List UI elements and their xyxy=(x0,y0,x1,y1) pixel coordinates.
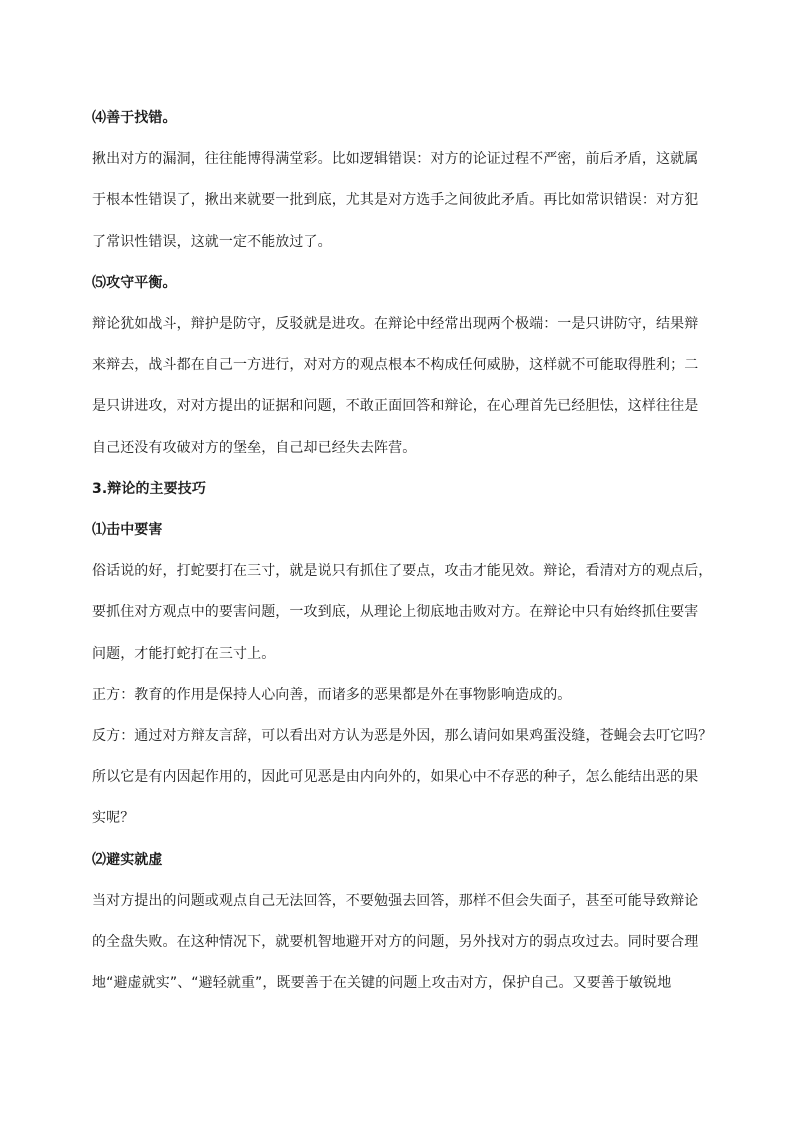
paragraph-line: 揪出对方的漏洞，往往能博得满堂彩。比如逻辑错误：对方的论证过程不严密，前后矛盾，这就属 xyxy=(92,151,699,168)
paragraph-line: 来辩去，战斗都在自己一方进行，对对方的观点根本不构成任何威胁，这样就不可能取得胜利；二 xyxy=(92,357,699,374)
paragraph-line: 要抓住对方观点中的要害问题，一攻到底，从理论上彻底地击败对方。在辩论中只有始终抓住要害 xyxy=(92,604,699,621)
paragraph-line: 于根本性错误了，揪出来就要一批到底，尤其是对方选手之间彼此矛盾。再比如常识错误：对方犯 xyxy=(92,192,699,209)
paragraph-line: 俗话说的好，打蛇要打在三寸，就是说只有抓住了要点，攻击才能见效。辩论，看清对方的观点后， xyxy=(92,563,713,580)
paragraph-line: 的全盘失败。在这种情况下，就要机智地避开对方的问题，另外找对方的弱点攻过去。同时要合理 xyxy=(92,934,699,950)
affirmative-line: 正方：教育的作用是保持人心向善，而诸多的恶果都是外在事物影响造成的。 xyxy=(92,686,572,703)
paragraph-line: 了常识性错误，这就一定不能放过了。 xyxy=(92,233,332,250)
heading-hit-the-point: ⑴击中要害 xyxy=(92,522,163,538)
heading-main-techniques: 3.辩论的主要技巧 xyxy=(92,480,206,497)
document-body xyxy=(92,103,713,1009)
negative-line: 反方：通过对方辩友言辞，可以看出对方认为恶是外因，那么请问如果鸡蛋没缝，苍蝇会去叮它吗？ xyxy=(92,728,713,744)
paragraph-line: 是只讲进攻，对对方提出的证据和问题，不敢正面回答和辩论，在心理首先已经胆怯，这样往往是 xyxy=(92,398,699,415)
paragraph-line: 实呢？ xyxy=(92,810,135,827)
paragraph-line: 辩论犹如战斗，辩护是防守，反驳就是进攻。在辩论中经常出现两个极端：一是只讲防守，结果辩 xyxy=(92,316,699,332)
paragraph-line: 所以它是有内因起作用的，因此可见恶是由内向外的，如果心中不存恶的种子，怎么能结出恶的果 xyxy=(92,769,699,786)
heading-balance: ⑸攻守平衡。 xyxy=(92,274,177,291)
paragraph-line: 问题，才能打蛇打在三寸上。 xyxy=(92,645,276,662)
heading-avoid-strength: ⑵避实就虚 xyxy=(92,851,163,868)
paragraph-line: 地“避虚就实”、“避轻就重”，既要善于在关键的问题上攻击对方，保护自己。又要善于敏锐地 xyxy=(92,975,672,992)
paragraph-line: 当对方提出的问题或观点自己无法回答，不要勉强去回答，那样不但会失面子，甚至可能导致辩论 xyxy=(92,892,699,909)
paragraph-line: 自己还没有攻破对方的堡垒，自己却已经失去阵营。 xyxy=(92,439,417,456)
heading-find-errors: ⑷善于找错。 xyxy=(92,110,177,126)
